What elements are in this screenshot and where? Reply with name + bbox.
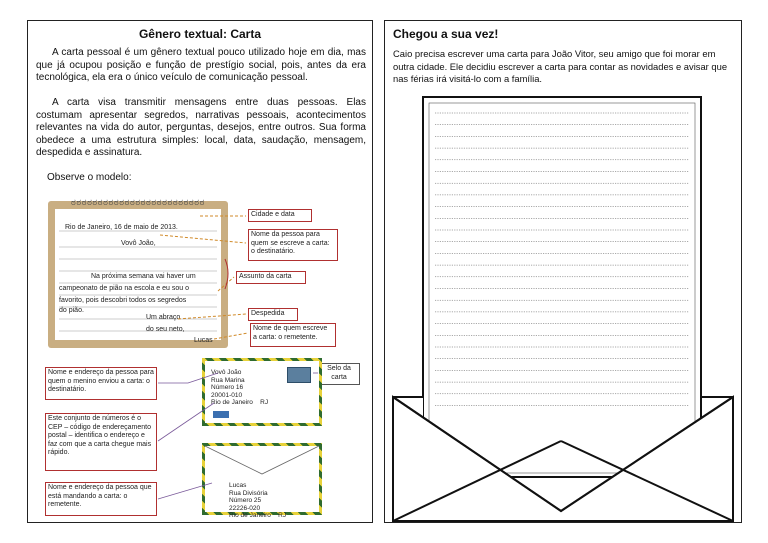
letter-body-1: Na próxima semana vai haver um bbox=[91, 273, 196, 280]
left-panel bbox=[27, 20, 373, 523]
note-cep: Este conjunto de números é o CEP – código de endereçamento postal – identifica o endereço e faz com que a carta chegue mais rápido. bbox=[45, 413, 157, 471]
letter-signature: Lucas bbox=[194, 337, 213, 344]
note-address-to: Nome e endereço da pessoa para quem o menino enviou a carta: o destinatário. bbox=[45, 367, 157, 400]
observe-label: Observe o modelo: bbox=[47, 172, 132, 183]
connector-arrows bbox=[28, 21, 374, 524]
exercise-prompt: Caio precisa escrever uma carta para João Vitor, seu amigo que foi morar em outra cidade. Ele decidiu escrever a carta para contar as novidades e avisar que nas férias irá visitá-lo com a família. bbox=[393, 48, 728, 85]
note-sender: Nome de quem escreve a carta: o remetente. bbox=[250, 323, 336, 347]
note-city-date: Cidade e data bbox=[248, 209, 312, 222]
note-farewell: Despedida bbox=[248, 308, 298, 321]
note-recipient: Nome da pessoa para quem se escreve a carta: o destinatário. bbox=[248, 229, 338, 261]
envelope-back-address: Lucas Rua Divisória Número 25 22226-020 Rio de Janeiro RJ bbox=[229, 482, 287, 519]
letter-closing-2: do seu neto, bbox=[146, 326, 185, 333]
letter-date: Rio de Janeiro, 16 de maio de 2013. bbox=[65, 224, 178, 231]
right-title: Chegou a sua vez! bbox=[393, 27, 499, 41]
left-title: Gênero textual: Carta bbox=[138, 27, 262, 41]
note-address-from: Nome e endereço da pessoa que está mandando a carta: o remetente. bbox=[45, 482, 157, 516]
letter-body-3: favorito, pois descobri todos os segredos bbox=[59, 297, 187, 304]
envelope-front-address: Vovô João Rua Marina Número 16 20001-010 Rio de Janeiro RJ bbox=[211, 369, 269, 406]
subject-bracket bbox=[225, 259, 228, 289]
paragraph-intro: A carta pessoal é um gênero textual pouco utilizado hoje em dia, mas que já ocupou posição e função de prestígio social, pois, antes da era tecnológica, ela era o único veículo de comunicação pessoal. bbox=[36, 47, 366, 84]
note-subject: Assunto da carta bbox=[236, 271, 306, 284]
letter-greeting: Vovô João, bbox=[121, 240, 156, 247]
spiral-binding-icon: ಠಠಠಠಠಠಠಠಠಠಠಠಠಠಠಠಠಠಠಠಠಠಠಠಠ bbox=[70, 197, 206, 207]
note-stamp: Selo da carta bbox=[318, 363, 360, 385]
right-panel bbox=[384, 20, 742, 523]
envelope-writing-illustration bbox=[385, 21, 743, 524]
letter-closing: Um abraço bbox=[146, 314, 181, 321]
paragraph-purpose: A carta visa transmitir mensagens entre duas pessoas. Elas costumam apresentar segredos, narrativas pessoais, acontecimentos relevantes na vida do autor, perguntas, desejos, entre outros. Sua forma obedece a uma estrutura simples: local, data, saudação, mensagem, despedida e assinatura. bbox=[36, 97, 366, 159]
letter-body-4: do pião. bbox=[59, 307, 84, 314]
letter-body-2: campeonato de pião na escola e eu sou o bbox=[59, 285, 189, 292]
